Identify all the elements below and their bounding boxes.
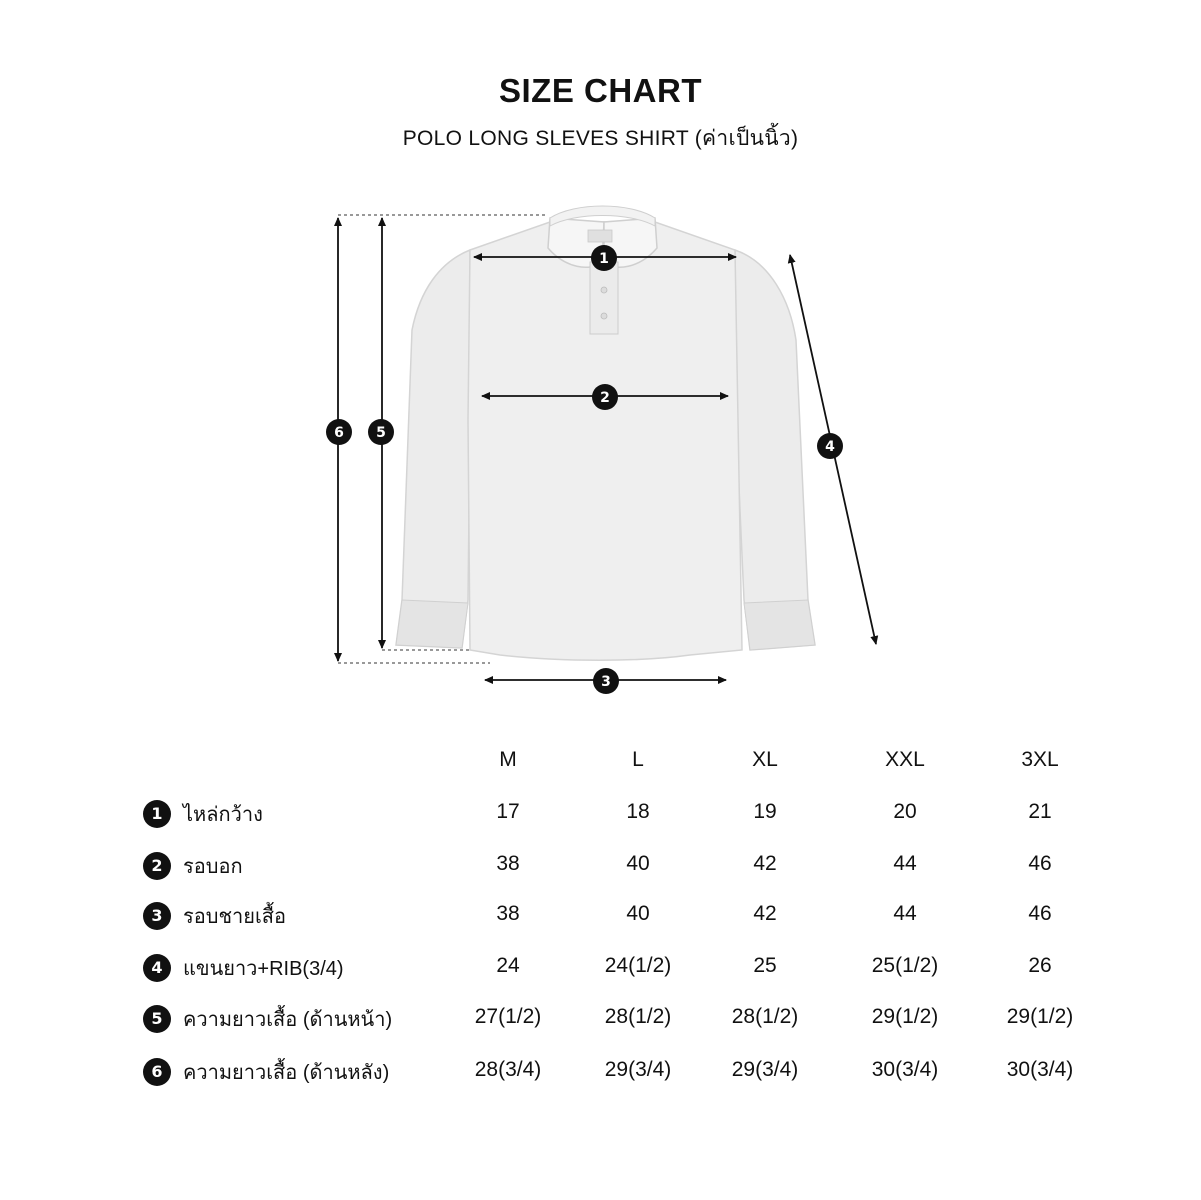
row-label-text: ความยาวเสื้อ (ด้านหลัง)	[183, 1062, 390, 1084]
row-number-badge: 5	[143, 1005, 171, 1033]
table-row-label	[143, 1003, 392, 1035]
table-cell: 29(1/2)	[1006, 1005, 1074, 1028]
marker-4-badge	[817, 433, 843, 459]
table-row-label	[143, 798, 263, 830]
table-cell: 24	[496, 954, 520, 977]
row-label-text: ความยาวเสื้อ (ด้านหน้า)	[183, 1009, 393, 1031]
size-header-l: L	[632, 748, 644, 771]
row-label-text: รอบอก	[183, 856, 243, 878]
svg-text:1: 1	[599, 251, 609, 267]
table-cell: 28(1/2)	[604, 1005, 672, 1028]
table-cell: 30(3/4)	[871, 1058, 939, 1081]
table-cell: 42	[753, 902, 777, 925]
svg-text:6: 6	[334, 425, 344, 441]
svg-text:4: 4	[825, 439, 835, 455]
table-cell: 42	[753, 852, 777, 875]
table-cell: 18	[626, 800, 650, 823]
svg-text:2: 2	[600, 390, 610, 406]
marker-1-badge	[591, 245, 617, 271]
table-cell: 29(3/4)	[604, 1058, 672, 1081]
table-cell: 24(1/2)	[604, 954, 672, 977]
table-cell: 40	[626, 852, 650, 875]
row-number-badge: 2	[143, 852, 171, 880]
marker-5-badge	[368, 419, 394, 445]
table-cell: 46	[1028, 902, 1052, 925]
row-number-badge: 4	[143, 954, 171, 982]
size-header-m: M	[499, 748, 517, 771]
table-row-label	[143, 900, 286, 932]
table-row-label	[143, 1056, 389, 1088]
row-number-badge: 3	[143, 902, 171, 930]
table-cell: 44	[893, 852, 917, 875]
row-number-badge: 6	[143, 1058, 171, 1086]
chart-title: SIZE CHART	[499, 72, 702, 109]
row-number-badge: 1	[143, 800, 171, 828]
table-cell: 38	[496, 852, 520, 875]
table-cell: 26	[1028, 954, 1052, 977]
table-cell: 17	[496, 800, 520, 823]
table-cell: 20	[893, 800, 917, 823]
svg-text:3: 3	[601, 674, 611, 690]
size-header-3xl: 3XL	[1021, 748, 1059, 771]
marker-3-badge	[593, 668, 619, 694]
table-cell: 25	[753, 954, 777, 977]
polo-shirt-illustration	[396, 206, 815, 660]
table-cell: 46	[1028, 852, 1052, 875]
table-cell: 21	[1028, 800, 1052, 823]
table-cell: 44	[893, 902, 917, 925]
row-label-text: แขนยาว+RIB(3/4)	[183, 958, 344, 980]
table-cell: 29(1/2)	[871, 1005, 939, 1028]
table-cell: 27(1/2)	[474, 1005, 542, 1028]
size-header-xxl: XXL	[885, 748, 925, 771]
table-cell: 19	[753, 800, 777, 823]
table-row-label	[143, 952, 344, 984]
table-cell: 29(3/4)	[731, 1058, 799, 1081]
table-cell: 30(3/4)	[1006, 1058, 1074, 1081]
table-cell: 38	[496, 902, 520, 925]
marker-2-badge	[592, 384, 618, 410]
size-header-xl: XL	[752, 748, 778, 771]
marker-6-badge	[326, 419, 352, 445]
table-cell: 25(1/2)	[871, 954, 939, 977]
row-label-text: รอบชายเสื้อ	[183, 906, 287, 928]
chart-subtitle: POLO LONG SLEVES SHIRT (ค่าเป็นนิ้ว)	[402, 127, 799, 150]
table-cell: 40	[626, 902, 650, 925]
svg-text:5: 5	[376, 425, 386, 441]
table-cell: 28(1/2)	[731, 1005, 799, 1028]
table-cell: 28(3/4)	[474, 1058, 542, 1081]
table-row-label	[143, 850, 243, 882]
row-label-text: ไหล่กว้าง	[183, 804, 263, 826]
